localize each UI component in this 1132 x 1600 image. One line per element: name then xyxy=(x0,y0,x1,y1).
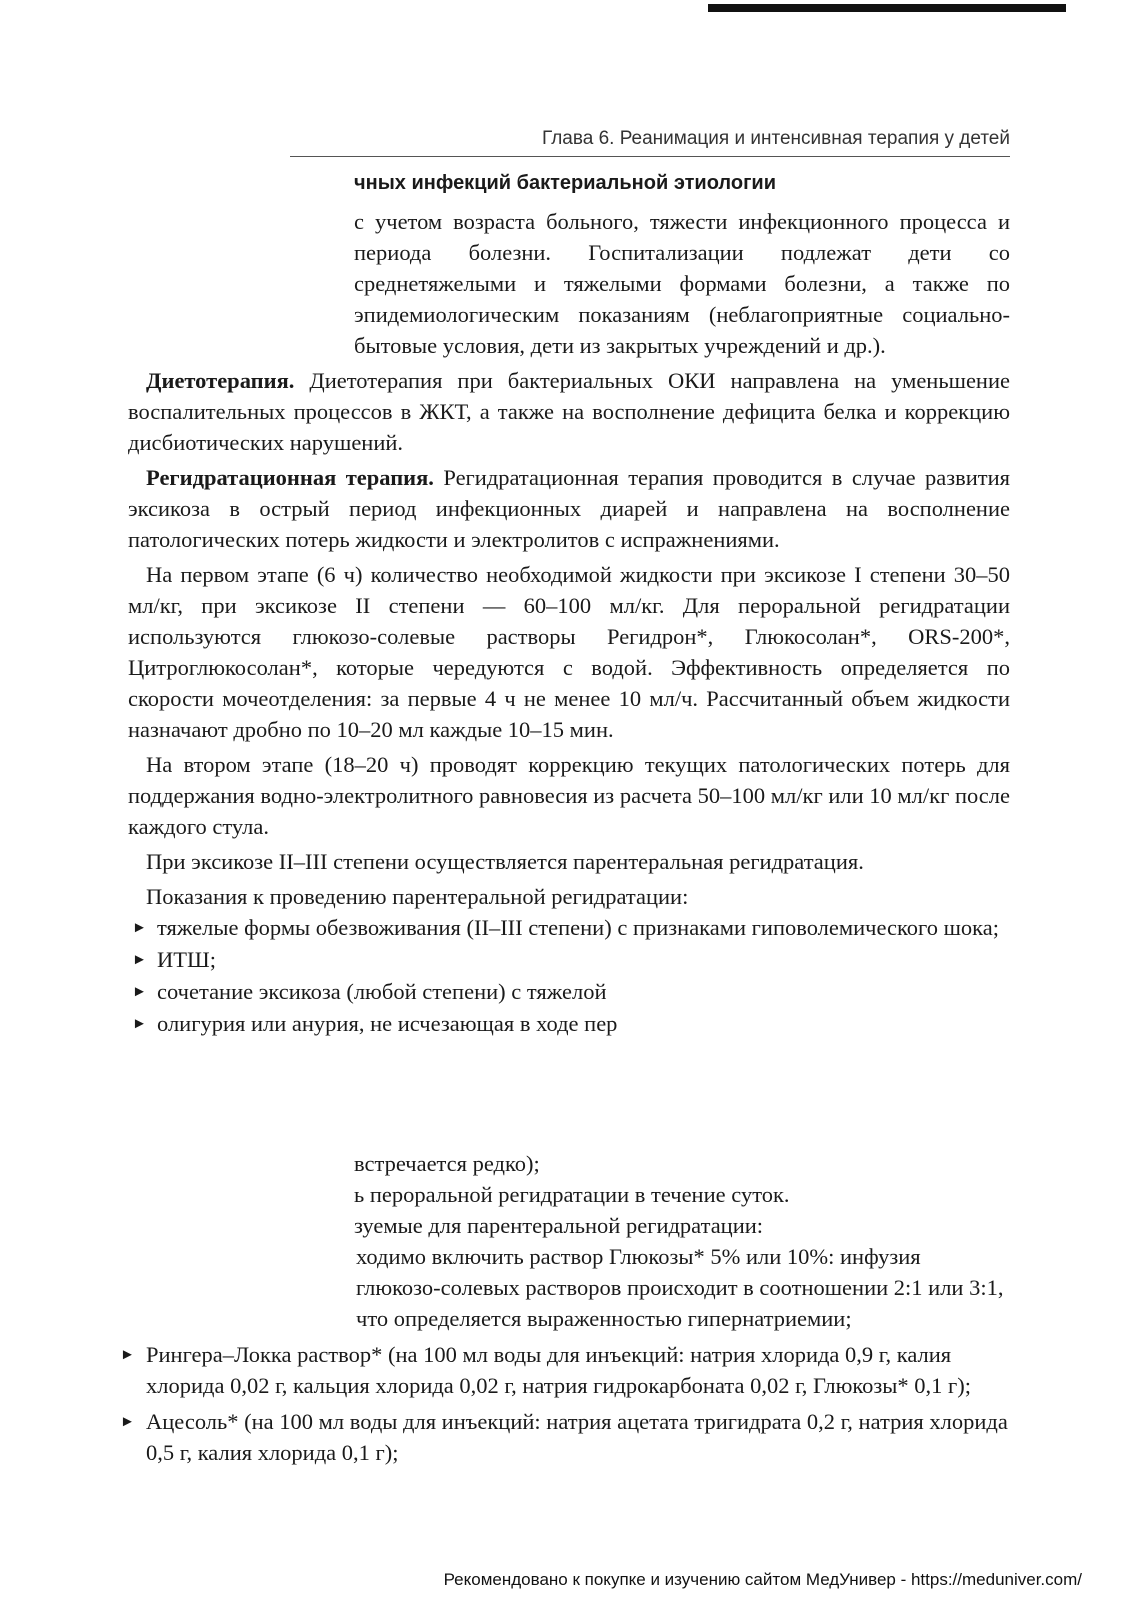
top-edge-bar xyxy=(708,4,1066,12)
paragraph-hospitalization: с учетом возраста больного, тяжести инфекционного процесса и периода болезни. Госпитализации подлежат дети со среднетяжелыми и тяжелыми формами болезни, а также по эпидемиологическим показаниям (неблагоприятные социально-бытовые условия, дети из закрытых учреждений и др.). xyxy=(354,209,1010,358)
rehydration-text: Регидратационная терапия проводится в случае развития эксикоза в острый период инфекционных диарей и направлена на восполнение патологических потерь жидкости и электролитов с испражнениями. xyxy=(128,465,1010,552)
bullet-icon: ► xyxy=(132,920,147,936)
body-text-bottom xyxy=(116,1241,1010,1468)
list-item: ► олигурия или анурия, не исчезающая в ходе пер xyxy=(128,1008,1010,1039)
fragment-line: зуемые для парентеральной регидратации: xyxy=(354,1213,764,1238)
bullet-icon: ► xyxy=(132,1016,147,1032)
bullet-icon: ► xyxy=(132,952,147,968)
list-item: ► ИТШ; xyxy=(128,944,1010,975)
paragraph-stage-two: На втором этапе (18–20 ч) проводят коррекцию текущих патологических потерь для поддержания водно-электролитного равновесия из расчета 50–100 мл/кг или 10 мл/кг после каждого стула. xyxy=(128,752,1010,839)
bullet-icon: ► xyxy=(120,1414,135,1430)
header-rule xyxy=(290,156,1010,157)
footer-recommendation: Рекомендовано к покупке и изучению сайтом МедУнивер - https://meduniver.com/ xyxy=(443,1570,1082,1589)
section-title: чных инфекций бактериальной этиологии xyxy=(354,172,776,194)
diet-heading: Диетотерапия. xyxy=(146,368,295,393)
bullet-icon: ► xyxy=(132,984,147,1000)
list-item: ходимо включить раствор Глюкозы* 5% или 10%: инфузия глюкозо-солевых растворов происходит в соотношении 2:1 или 3:1, что определяется выраженностью гипернатриемии; xyxy=(356,1244,1004,1331)
paragraph-indications-intro: Показания к проведению парентеральной регидратации: xyxy=(146,884,689,909)
list-item: ► Рингера–Локка раствор* (на 100 мл воды для инъекций: натрия хлорида 0,9 г, калия хлорида 0,02 г, кальция хлорида 0,02 г, натрия гидрокарбоната 0,02 г, Глюкозы* 0,1 г); xyxy=(120,1342,972,1398)
indications-list xyxy=(128,912,1010,1039)
paragraph-stage-one: На первом этапе (6 ч) количество необходимой жидкости при эксикозе I степени 30–50 мл/кг, при эксикозе II степени — 60–100 мл/кг. Для пероральной регидратации используются глюкозо-солевые растворы Регидрон*, Глюкосолан*, ORS-200*, Цитроглюкосолан*, которые чередуются с водой. Эффективность определяется по скорости мочеотделения: за первые 4 ч не менее 10 мл/ч. Рассчитанный объем жидкости назначают дробно по 10–20 мл каждые 10–15 мин. xyxy=(128,562,1010,742)
solutions-list xyxy=(116,1241,1010,1468)
fragment-line: ь пероральной регидратации в течение суток. xyxy=(354,1182,790,1207)
paragraph-parenteral: При эксикозе II–III степени осуществляется парентеральная регидратация. xyxy=(146,849,864,874)
bullet-icon: ► xyxy=(120,1347,135,1363)
fragment-line: встречается редко); xyxy=(354,1151,540,1176)
list-item: ► тяжелые формы обезвоживания (II–III степени) с признаками гиповолемического шока; xyxy=(128,912,1010,943)
list-item: ► сочетание эксикоза (любой степени) с тяжелой xyxy=(128,976,1010,1007)
diet-text: Диетотерапия при бактериальных ОКИ направлена на уменьшение воспалительных процессов в ЖКТ, а также на восполнение дефицита белка и коррекцию дисбиотических нарушений. xyxy=(128,368,1010,455)
paragraph-rehydration xyxy=(128,462,1010,555)
body-text-top xyxy=(128,206,1010,1039)
paragraph-diet xyxy=(128,365,1010,458)
rehydration-heading: Регидратационная терапия. xyxy=(146,465,434,490)
list-item: ► Ацесоль* (на 100 мл воды для инъекций: натрия ацетата тригидрата 0,2 г, натрия хлорида 0,5 г, калия хлорида 0,1 г); xyxy=(120,1409,1008,1465)
running-header: Глава 6. Реанимация и интенсивная терапия у детей xyxy=(541,128,1010,149)
